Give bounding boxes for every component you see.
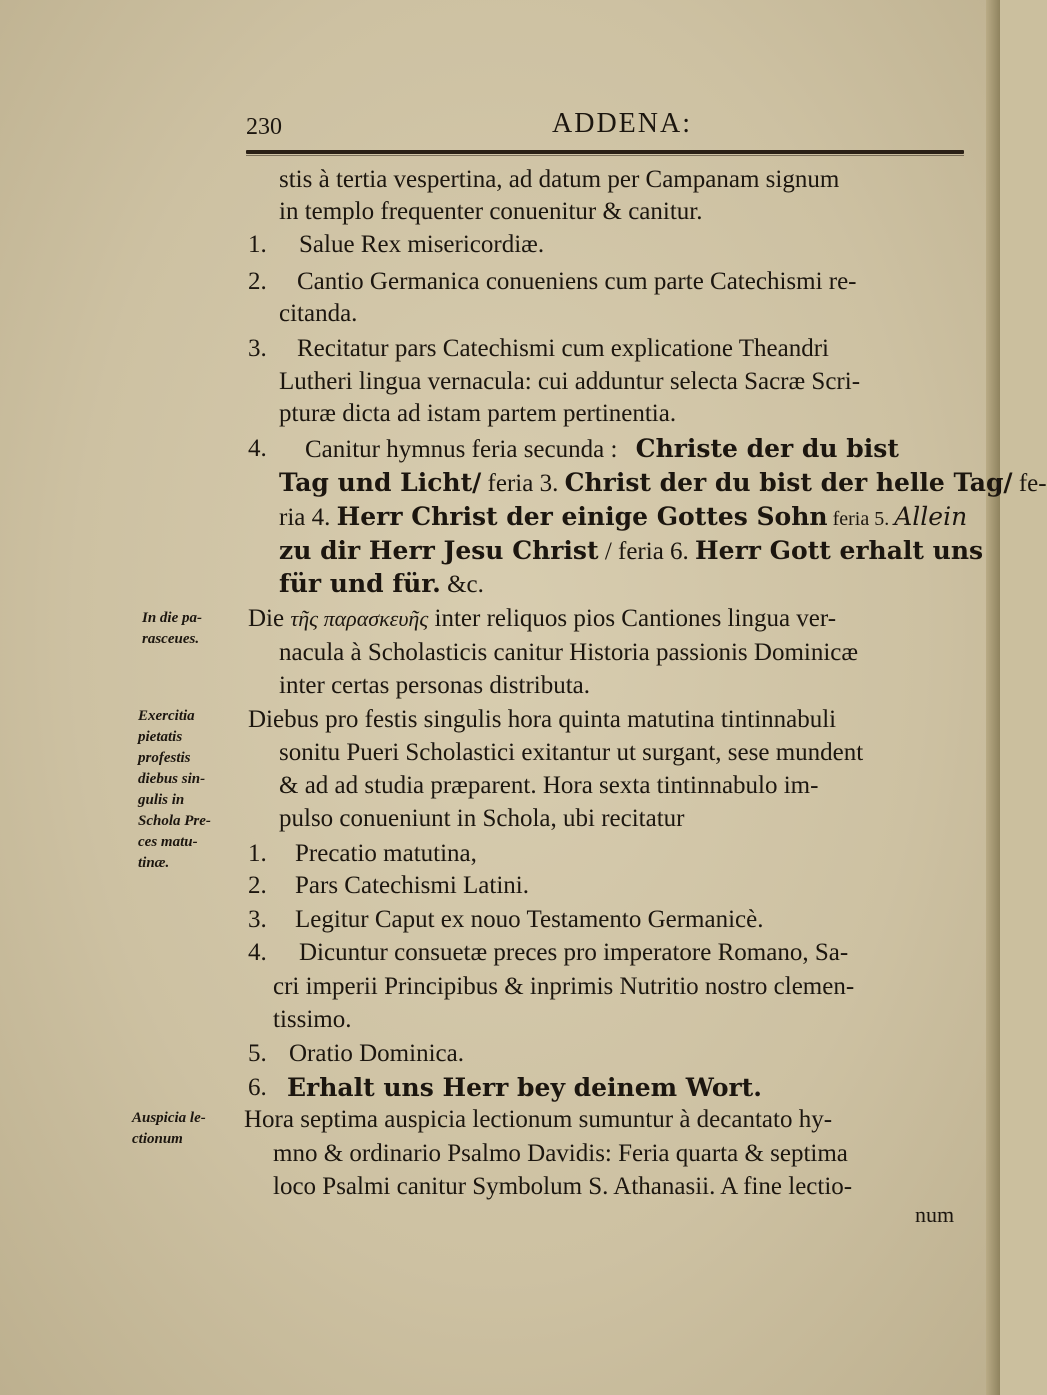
- margin-note: ces matu-: [138, 834, 198, 850]
- page-header: [246, 108, 964, 148]
- text-line: loco Psalmi canitur Symbolum S. Athanasii. A fine lectio-: [273, 1173, 853, 1200]
- text-line: pturæ dicta ad istam partem pertinentia.: [279, 400, 677, 427]
- text-line: sonitu Pueri Scholastici exitantur ut surgant, sese mundent: [279, 739, 864, 766]
- fraktur-text: für und für.: [279, 569, 441, 598]
- fraktur-text: zu dir Herr Jesu Christ: [279, 536, 599, 565]
- text-line: [279, 568, 484, 600]
- text-line: Pars Catechismi Latini.: [295, 872, 529, 899]
- text-line: [279, 501, 967, 533]
- text-span: &c.: [440, 571, 484, 598]
- text-line: & ad ad studia præparent. Hora sexta tintinnabulo im-: [279, 772, 819, 799]
- margin-note: rasceues.: [142, 631, 200, 647]
- text-line: Diebus pro festis singulis hora quinta matutina tintinnabuli: [248, 706, 837, 733]
- text-line: [279, 467, 1047, 499]
- text-span: Canitur hymnus feria secunda :: [305, 436, 618, 463]
- header-rule: [246, 150, 964, 154]
- item-number: 5.: [248, 1040, 267, 1067]
- page-number: 230: [246, 114, 282, 140]
- item-number: 1.: [248, 840, 267, 867]
- item-number: 2.: [248, 872, 267, 899]
- text-span: fe-: [1012, 470, 1047, 497]
- text-span: / feria 6.: [598, 538, 696, 565]
- text-line: Recitatur pars Catechismi cum explicatione Theandri: [297, 335, 829, 362]
- text-line: Salue Rex misericordiæ.: [299, 231, 545, 258]
- fraktur-text: Christe der du bist: [635, 434, 899, 463]
- page-edge: [986, 0, 1000, 1395]
- text-line: Legitur Caput ex nouo Testamento Germanicè.: [295, 906, 764, 933]
- text-line: Oratio Dominica.: [289, 1040, 464, 1067]
- text-line: Erhalt uns Herr bey deinem Wort.: [287, 1073, 762, 1102]
- text-line: tissimo.: [273, 1006, 352, 1033]
- text-span: Die: [248, 605, 291, 632]
- item-number: 1.: [248, 231, 267, 258]
- margin-note: Exercitia: [138, 708, 195, 724]
- text-span: ria 4.: [279, 504, 337, 531]
- text-line: pulso conueniunt in Schola, ubi recitatur: [279, 805, 685, 832]
- margin-note: Auspicia le-: [132, 1110, 206, 1126]
- item-number: 2.: [248, 268, 267, 295]
- margin-note: gulis in: [138, 792, 185, 808]
- running-head: ADDENA:: [552, 108, 692, 139]
- fraktur-text: Christ der du bist der helle Tag/: [564, 468, 1013, 497]
- margin-note: profestis: [138, 750, 191, 766]
- text-line: in templo frequenter conuenitur & canitur.: [279, 198, 703, 225]
- margin-note: Schola Pre-: [138, 813, 211, 829]
- text-span: feria 5.: [827, 508, 895, 530]
- text-line: [279, 535, 983, 567]
- text-span: inter reliquos pios Cantiones lingua ver-: [428, 605, 837, 632]
- fraktur-text: Herr Gott erhalt uns: [695, 536, 984, 565]
- fraktur-text: Allein: [894, 502, 968, 531]
- text-line: nacula à Scholasticis canitur Historia passionis Dominicæ: [279, 639, 859, 666]
- margin-note: In die pa-: [142, 610, 202, 626]
- text-line: Cantio Germanica conueniens cum parte Catechismi re-: [297, 268, 857, 295]
- text-line: mno & ordinario Psalmo Davidis: Feria quarta & septima: [273, 1140, 848, 1167]
- margin-note: diebus sin-: [138, 771, 206, 787]
- margin-note: tinæ.: [138, 855, 170, 871]
- text-span: feria 3.: [481, 470, 565, 497]
- text-line: Precatio matutina,: [295, 840, 477, 867]
- fraktur-text: Tag und Licht/: [279, 468, 482, 497]
- text-line: inter certas personas distributa.: [279, 672, 591, 699]
- text-line: [305, 433, 899, 465]
- text-line: [248, 603, 836, 635]
- text-line: Lutheri lingua vernacula: cui adduntur selecta Sacræ Scri-: [279, 368, 861, 395]
- item-number: 3.: [248, 906, 267, 933]
- text-line: Hora septima auspicia lectionum sumuntur à decantato hy-: [244, 1106, 833, 1133]
- greek-text: τῆς παρασκευῆς: [290, 606, 429, 631]
- fraktur-text: Herr Christ der einige Gottes Sohn: [336, 502, 828, 531]
- margin-note: pietatis: [138, 729, 183, 745]
- item-number: 4.: [248, 939, 267, 966]
- margin-note: ctionum: [132, 1131, 183, 1147]
- text-line: cri imperii Principibus & inprimis Nutritio nostro clemen-: [273, 973, 855, 1000]
- item-number: 6.: [248, 1074, 267, 1101]
- text-line: Dicuntur consuetæ preces pro imperatore Romano, Sa-: [299, 939, 849, 966]
- text-line: citanda.: [279, 300, 358, 327]
- catchword: num: [915, 1202, 955, 1227]
- item-number: 4.: [248, 435, 267, 462]
- text-line: stis à tertia vespertina, ad datum per Campanam signum: [279, 166, 840, 193]
- item-number: 3.: [248, 335, 267, 362]
